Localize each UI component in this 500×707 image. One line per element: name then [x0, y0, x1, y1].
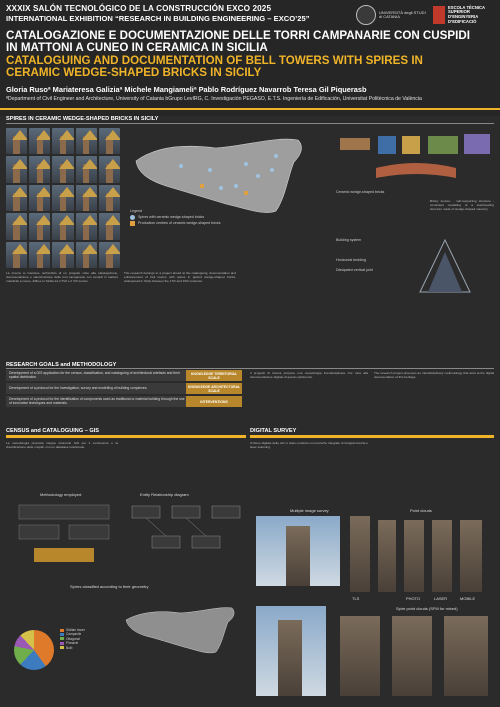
goal-tag: KNOWLEDGE TERRITORIAL SCALE	[186, 370, 242, 381]
dissipated-joint-label: Dissipated vertical joint	[336, 268, 373, 272]
tower-photo	[76, 242, 97, 268]
section-title-goals: RESEARCH GOALS and METHODOLOGY	[6, 362, 117, 368]
legend-item-centres	[130, 220, 221, 226]
tower-cloud-4	[432, 520, 452, 592]
tower-photo	[76, 156, 97, 182]
bell-tower-photo	[286, 526, 310, 586]
goal-text: Development of a GIS application for the census, classification, and cataloguing of architectural artefacts and their spatial distribution.	[9, 370, 180, 379]
label-photo: PHOTO	[406, 596, 421, 601]
university-seal-icon	[356, 5, 376, 25]
label-mobile: MOBILE	[460, 596, 476, 601]
label-tls: TLS	[352, 596, 360, 601]
tower-photo	[29, 185, 50, 211]
logo-catania	[356, 4, 427, 26]
tower-photo	[76, 185, 97, 211]
tower-photo-bottom	[278, 620, 302, 696]
section-title-census: CENSUS and CATALOGUING – GIS	[6, 428, 100, 434]
spire-render-1	[340, 616, 380, 696]
survey-bar	[250, 435, 494, 438]
pie-legend-item	[60, 646, 85, 650]
brick-diagrams	[336, 128, 494, 188]
tower-photo	[99, 213, 120, 239]
intro-text-en: The research belongs to a project aimed at the cataloguing, documentation and enhancement of bell towers with spires in glazed wedge-shaped bricks, widespread in Sicily between the 17th and 19th centuries.	[124, 271, 236, 283]
section-title-spires: SPIRES IN CERAMIC WEDGE-SHAPED BRICKS IN SICILY	[6, 116, 159, 122]
spire-section-diagram	[400, 232, 490, 302]
upv-mark-icon	[433, 6, 445, 24]
label-laser: LASER	[434, 596, 448, 601]
goal-item	[6, 370, 242, 381]
conference-line-1: XXXIX SALÓN TECNOLÓGICO DE LA CONSTRUCCIÓN EXCO 2025	[6, 4, 272, 13]
tower-cloud-1	[350, 516, 370, 592]
methodology-title: Methodology employed	[40, 492, 82, 497]
tower-photo	[6, 242, 27, 268]
methodology-diagram	[14, 500, 114, 580]
header-rule	[0, 108, 500, 110]
title-english: CATALOGUING AND DOCUMENTATION OF BELL TOWERS WITH SPIRES IN CERAMIC WEDGE-SHAPED BRICKS IN SICILY	[6, 54, 423, 79]
tower-photo	[52, 128, 73, 154]
legend-label: Production centres of ceramic wedge-shaped bricks	[138, 221, 221, 225]
logo-valencia-text: ESCOLA TÈCNICA SUPERIOR D’ENGINYERIA D’EDIFICACIÓ	[448, 4, 485, 24]
tower-photo	[76, 213, 97, 239]
goal-tag: INTERVENTIONS	[186, 396, 242, 407]
tower-photo	[29, 242, 50, 268]
swatch-icon	[60, 646, 64, 649]
swatch-icon	[60, 633, 64, 636]
tower-photo	[76, 128, 97, 154]
tower-photo	[29, 128, 50, 154]
tower-photo	[6, 185, 27, 211]
spire-type-pie	[14, 630, 54, 670]
census-bar	[6, 435, 246, 438]
tower-photo	[99, 185, 120, 211]
goals-list	[6, 370, 242, 409]
horizontal-bedding-label: Horizontal bedding	[336, 258, 366, 262]
swatch-icon	[60, 629, 64, 632]
pie-legend-label: Campanile	[66, 632, 82, 637]
tower-cloud-5	[460, 520, 482, 592]
tower-photo	[29, 213, 50, 239]
tower-photo	[6, 156, 27, 182]
tower-cloud-2	[378, 520, 396, 592]
tower-photo	[52, 213, 73, 239]
spire-clouds-title: Spire point clouds (SFM for mixed)	[396, 606, 458, 611]
legend-square-icon	[130, 221, 135, 226]
logo-valencia	[433, 4, 494, 26]
affiliation: ªDepartment of Civil Engineer and Architecture, University of Catania bGrupo LevIRG, C. Investigación PEGASO, E.T.S. Ingeniería de Edificación, Universitat Politècnica de València	[6, 96, 422, 102]
goals-text-en: The research project proposes an interdisciplinary methodology that aims at the digital documentation of this heritage.	[374, 371, 494, 379]
sicily-map-small	[120, 600, 240, 660]
building-system-label: Building system	[336, 238, 362, 242]
pie-legend-label: Sicilian tower	[66, 628, 85, 632]
tower-photo	[6, 128, 27, 154]
multiple-image-title: Multiple image survey	[290, 508, 329, 513]
tower-photo	[52, 156, 73, 182]
tower-photo	[99, 128, 120, 154]
header	[0, 0, 500, 116]
tower-photo	[52, 185, 73, 211]
goal-item	[6, 383, 242, 394]
census-text: La metodologia proposta integra strumenti GIS per il censimento e la classificazione delle cuspidi, con un database relazionale.	[6, 441, 118, 449]
pie-legend-label: Ottagonal	[66, 636, 80, 641]
goals-text-it: Il progetto di ricerca propone una metodologia interdisciplinare che mira alla documentazione digitale di questo patrimonio.	[250, 371, 368, 379]
tower-photo	[52, 242, 73, 268]
spire-render-3	[444, 616, 488, 696]
legend-title: Legend	[130, 209, 142, 213]
bricks-caption: Ceramic wedge-shaped bricks	[336, 190, 385, 194]
goal-item	[6, 396, 242, 407]
logo-catania-text: UNIVERSITÀ degli STUDI di CATANIA	[379, 9, 426, 19]
er-diagram-title: Entity Relationship diagram	[140, 492, 189, 497]
legend-label: Spires with ceramic wedge-shaped bricks	[138, 215, 205, 219]
logos	[356, 4, 494, 26]
divider	[6, 123, 494, 124]
section-title-survey: DIGITAL SURVEY	[250, 428, 297, 434]
tower-cloud-3	[404, 520, 424, 592]
pie-legend-label: Bulb	[66, 645, 73, 650]
divider	[6, 368, 494, 369]
goal-text: Development of a protocol for the investigation, survey and modelling of building complexes.	[9, 385, 148, 390]
intro-text-it: La ricerca si inserisce nell’ambito di un progetto volto alla catalogazione, documentazione e valorizzazione delle torri campanarie con cuspidi in mattoni maiolicati a cuneo, diffuse in Sicilia tra il XVII e il XIX secolo.	[6, 271, 118, 283]
pie-legend	[60, 628, 85, 650]
point-cloud-title: Point clouds	[410, 508, 432, 513]
title-italian: CATALOGAZIONE E DOCUMENTAZIONE DELLE TORRI CAMPANARIE CON CUSPIDI IN MATTONI A CUNEO IN CERAMICA IN SICILIA	[6, 29, 470, 54]
goal-tag: KNOWLEDGE ARCHITECTURAL SCALE	[187, 384, 241, 393]
er-diagram	[126, 500, 244, 570]
legend-dot-icon	[130, 215, 135, 220]
tower-photo	[99, 156, 120, 182]
tower-photo-grid	[6, 128, 120, 268]
spire-classified-title: Spires classified according to their geometry	[70, 584, 149, 589]
tower-photo	[99, 242, 120, 268]
pie-legend-label: Pinnacle	[66, 641, 79, 646]
authors: Gloria Rusoª Mariateresa Galiziaª Michele Mangiameliª Pablo Rodríguez Navarrob Teresa Gil Piquerasb	[6, 85, 367, 94]
conference-line-2: INTERNATIONAL EXHIBITION “RESEARCH IN BUILDING ENGINEERING – EXCO’25”	[6, 14, 310, 23]
brick-texture-text: Bricky texture: - self-supporting structure - consistent modelling of a load-bearing structure made of wedge-shaped masonry	[430, 199, 494, 211]
swatch-icon	[60, 637, 64, 640]
tower-photo	[29, 156, 50, 182]
goal-text: Development of a protocol for the identification of components used as traditional or material building through the use of innovative techniques and materials.	[9, 396, 185, 405]
map-legend	[130, 208, 221, 226]
tower-photo	[6, 213, 27, 239]
survey-text: Il rilievo digitale delle torri è stato condotto con tecniche integrate di fotogrammetria e laser scanning.	[250, 441, 368, 449]
spire-render-2	[392, 616, 432, 696]
swatch-icon	[60, 642, 64, 645]
